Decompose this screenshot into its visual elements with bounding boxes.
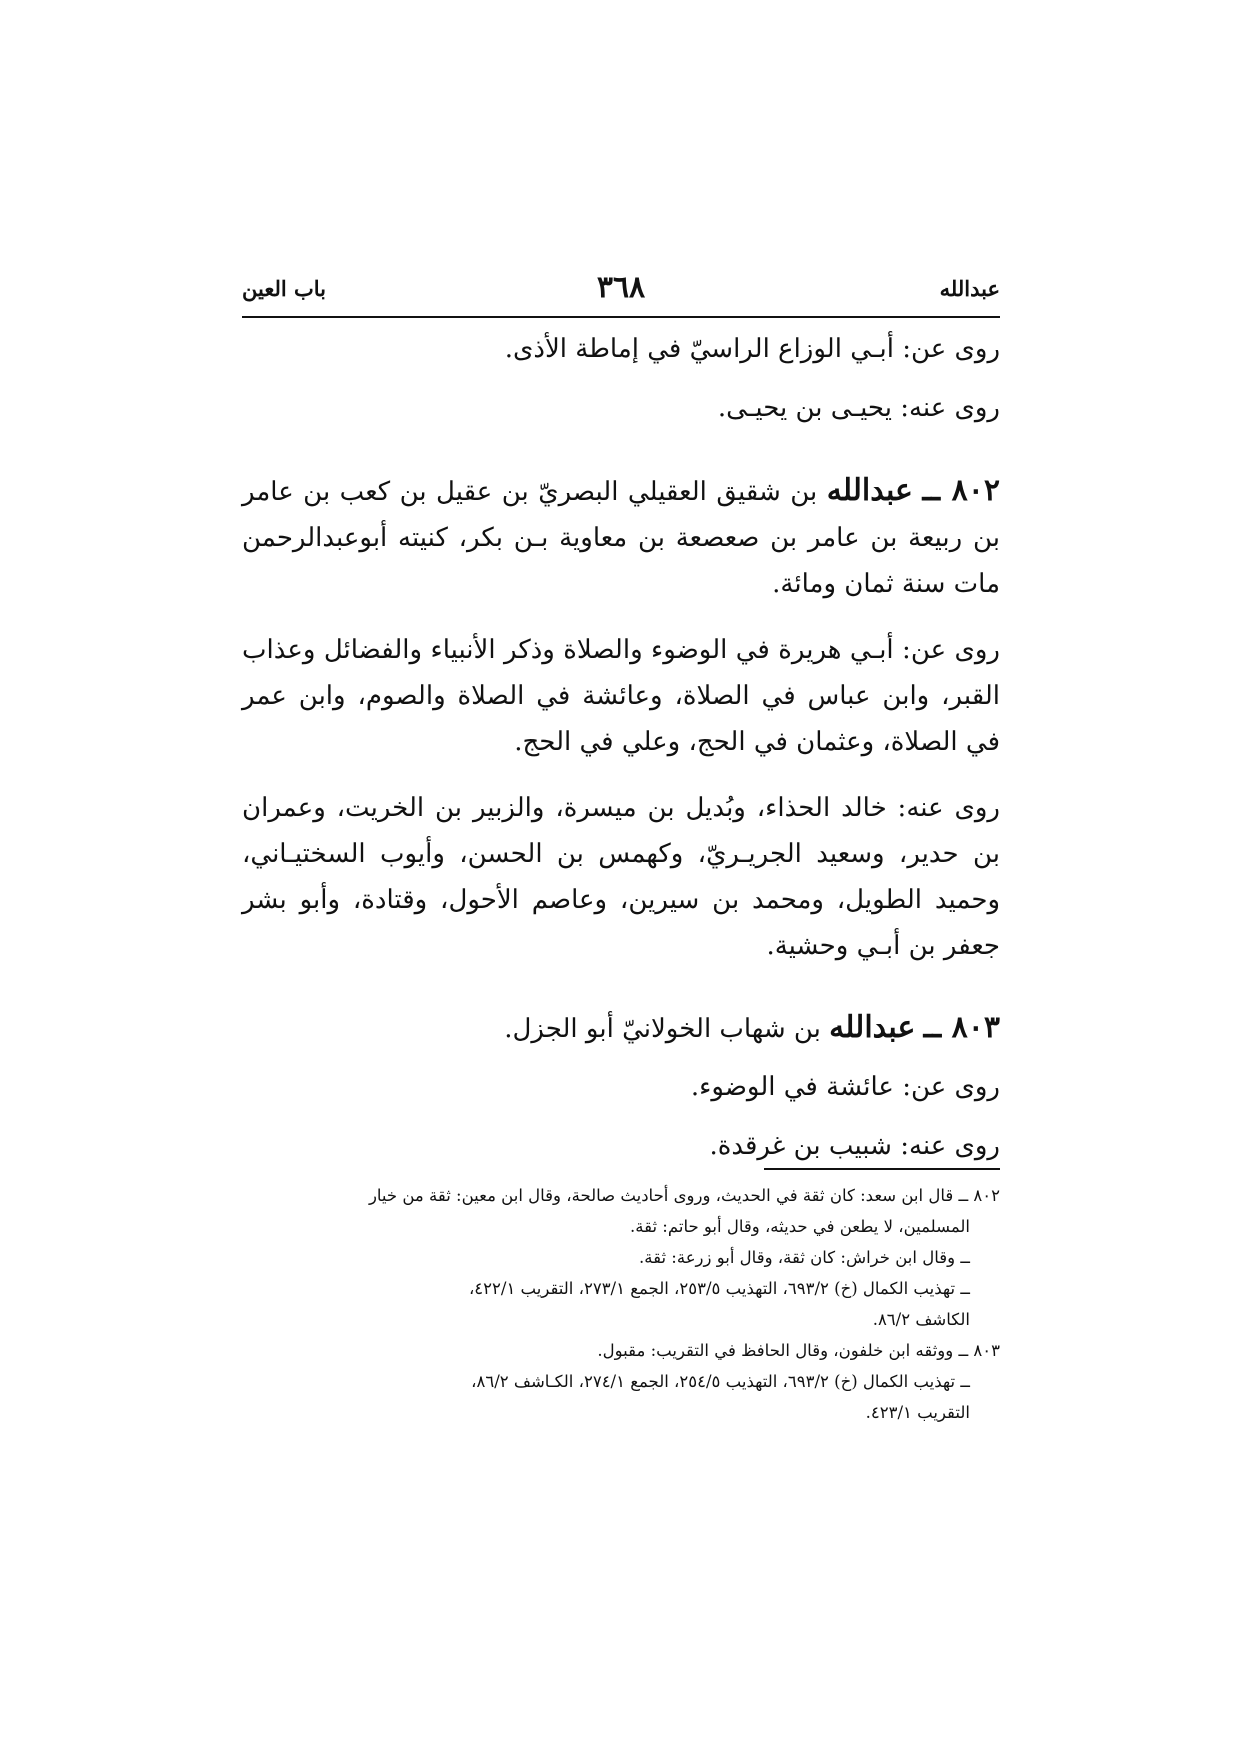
footnote-802-line-2: المسلمين، لا يطعن في حديثه، وقال أبو حاتم: ثقة.: [630, 1217, 970, 1236]
footnote-802-line-3: ــ وقال ابن خراش: كان ثقة، وقال أبو زرعة: ثقة.: [639, 1248, 970, 1267]
entry-802-name: عبدالله: [826, 473, 913, 508]
page-number: ٣٦٨: [596, 270, 646, 305]
page-header: [242, 268, 1000, 318]
footnote-803-line-2: ــ تهذيب الكمال (خ) ٦٩٣/٢، التهذيب ٢٥٤/٥، الجمع ٢٧٤/١، الكـاشف ٨٦/٢،: [471, 1372, 970, 1391]
entry-802-bio: [242, 468, 1000, 607]
entry-802-bio-text: بن شقيق العقيلي البصريّ بن عقيل بن كعب بن عامر بن ربيعة بن عامر بن صعصعة بن معاوية بـن بكر، كنيته أبوعبدالرحمن مات سنة ثمان ومائة.: [242, 477, 1000, 599]
footnote-802-line-1: ٨٠٢ ــ قال ابن سعد: كان ثقة في الحديث، وروى أحاديث صالحة، وقال ابن معين: ثقة من خيار: [368, 1186, 1000, 1205]
entry-803-bio-text: بن شهاب الخولانيّ أبو الجزل.: [504, 1014, 830, 1044]
footnote-divider: [764, 1168, 1000, 1170]
intro-narrated-by: روى عنه: يحيـى بن يحيـى.: [717, 393, 1000, 423]
entry-803-narrated-from: روى عن: عائشة في الوضوء.: [690, 1072, 1000, 1102]
footnote-803-line-3: التقريب ٤٢٣/١.: [865, 1403, 970, 1422]
footnote-802-line-4: ــ تهذيب الكمال (خ) ٦٩٣/٢، التهذيب ٢٥٣/٥، الجمع ٢٧٣/١، التقريب ٤٢٢/١،: [468, 1279, 970, 1298]
footnote-802-line-5: الكاشف ٨٦/٢.: [872, 1310, 970, 1329]
entry-803-name: عبدالله: [829, 1010, 916, 1045]
entry-802-number: ٨٠٢ ــ: [922, 473, 1001, 508]
page-body: [242, 318, 1000, 1170]
book-page: [242, 268, 1000, 1170]
footnotes: [242, 1168, 1000, 1428]
entry-802-narrated-from: روى عن: أبـي هريرة في الوضوء والصلاة وذكر الأنبياء والفضائل وعذاب القبر، وابن عباس في الصلاة، وعائشة في الصلاة والصوم، وابن عمر في الصلاة، وعثمان في الحج، وعلي في الحج.: [242, 635, 1000, 757]
header-chapter-title: باب العين: [242, 276, 327, 301]
entry-802-narrated-by: روى عنه: خالد الحذاء، وبُديل بن ميسرة، والزبير بن الخريت، وعمران بن حدير، وسعيد الجريـريّ، وكهمس بن الحسن، وأيوب السختيـاني، وحميد الطويل، ومحمد بن سيرين، وعاصم الأحول، وقتادة، وأبو بشر جعفر بن أبـي وحشية.: [242, 793, 1000, 961]
entry-803-bio: [242, 1005, 1000, 1052]
entry-803-number: ٨٠٣ ــ: [923, 1010, 1000, 1045]
footnote-803-line-1: ٨٠٣ ــ ووثقه ابن خلفون، وقال الحافظ في التقريب: مقبول.: [597, 1341, 1000, 1360]
entry-803-narrated-by: روى عنه: شبيب بن غرقدة.: [709, 1131, 1000, 1161]
header-section-title: عبدالله: [939, 276, 1000, 301]
intro-narrated-from: روى عن: أبـي الوزاع الراسيّ في إماطة الأذى.: [504, 334, 1000, 364]
